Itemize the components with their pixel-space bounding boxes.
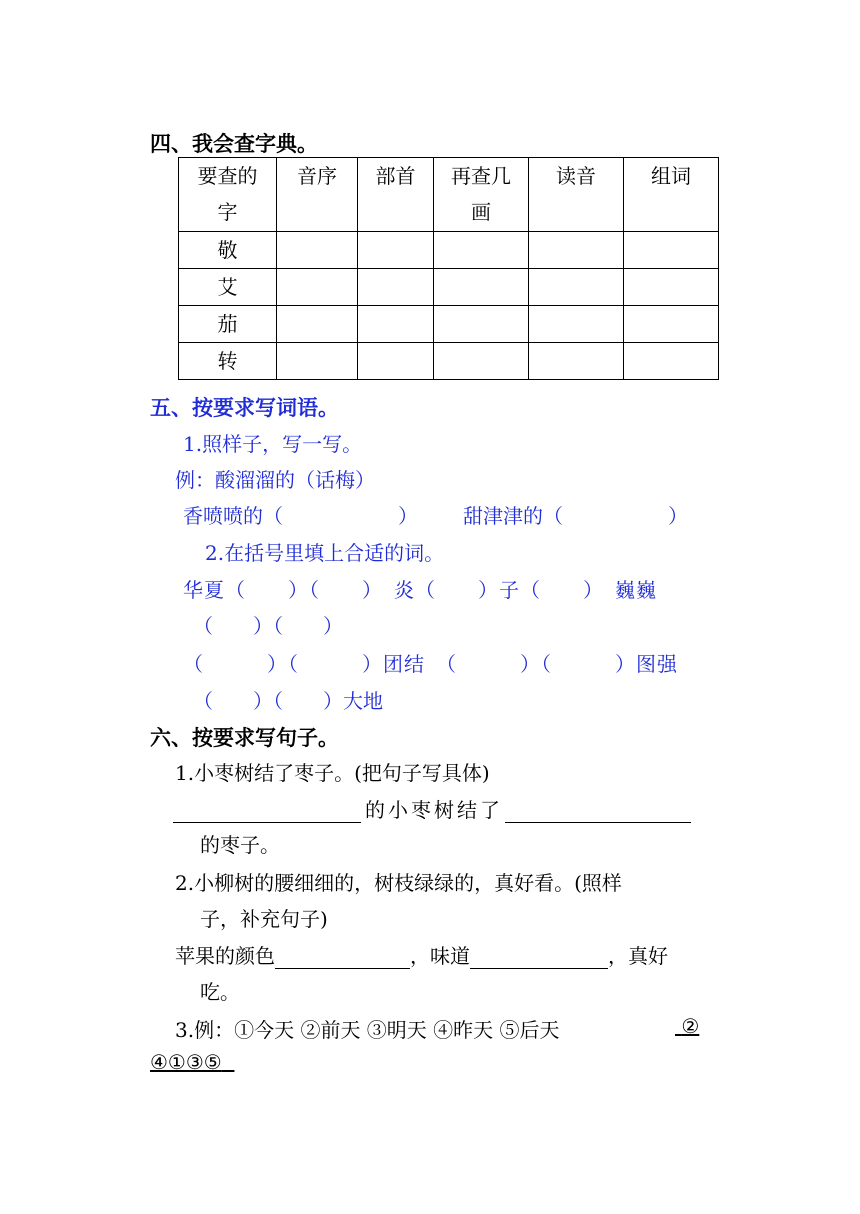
item-a-close: ）	[398, 504, 418, 528]
fill-line-3: （ ）（ ）团结 （ ）（ ）图强	[183, 652, 678, 676]
q6-3-answer-b: ④①③⑤	[150, 1050, 222, 1074]
blank-line[interactable]	[505, 800, 691, 823]
table-row	[179, 306, 719, 343]
table-row	[179, 269, 719, 306]
item-b: 甜津津的（	[463, 504, 563, 528]
item-a: 香喷喷的（	[183, 504, 283, 528]
blank-cell[interactable]	[434, 306, 529, 343]
dictionary-table	[178, 157, 719, 380]
blank-cell[interactable]	[277, 269, 358, 306]
question-6-1: 1.小枣树结了枣子。(把句子写具体)	[175, 761, 490, 785]
fill-line-2: （ ）（ ）	[193, 614, 343, 638]
char-cell: 茄	[179, 306, 277, 343]
question-6-2: 2.小柳树的腰细细的，树枝绿绿的，真好看。(照样	[175, 871, 622, 895]
header-cell: 再查几 画	[434, 158, 529, 232]
question-6-2-cont: 子，补充句子)	[200, 907, 328, 931]
header-cell: 部首	[358, 158, 434, 232]
item-b-close: ）	[668, 504, 688, 528]
question-6-3: 3.例：①今天 ②前天 ③明天 ④昨天 ⑤后天	[175, 1018, 560, 1042]
blank-cell[interactable]	[358, 269, 434, 306]
question-5-1: 1.照样子，写一写。	[183, 432, 363, 456]
blank-cell[interactable]	[434, 232, 529, 269]
fill-line-1: 华夏（ ）（ ） 炎（ ）子（ ） 巍巍	[183, 578, 657, 602]
section-4-title: 四、我会查字典。	[150, 132, 318, 156]
blank-cell[interactable]	[529, 269, 624, 306]
header-cell: 要查的 字	[179, 158, 277, 232]
blank-cell[interactable]	[624, 232, 719, 269]
blank-line[interactable]	[173, 800, 361, 823]
blank-cell[interactable]	[529, 232, 624, 269]
table-row	[179, 232, 719, 269]
blank-cell[interactable]	[277, 232, 358, 269]
section-5-title: 五、按要求写词语。	[150, 396, 339, 420]
blank-cell[interactable]	[624, 306, 719, 343]
header-cell: 读音	[529, 158, 624, 232]
question-5-2: 2.在括号里填上合适的词。	[205, 541, 445, 565]
blank-cell[interactable]	[624, 343, 719, 380]
blank-cell[interactable]	[529, 306, 624, 343]
blank-cell[interactable]	[358, 343, 434, 380]
table-header-row	[179, 158, 719, 232]
blank-cell[interactable]	[434, 343, 529, 380]
q6-1-answer-line: 的小枣树结了	[173, 794, 691, 823]
q6-1-end: 的枣子。	[200, 833, 280, 857]
blank-cell[interactable]	[434, 269, 529, 306]
example-text: 例：酸溜溜的（话梅）	[175, 468, 375, 492]
blank-cell[interactable]	[277, 306, 358, 343]
char-cell: 艾	[179, 269, 277, 306]
fill-line-4: （ ）（ ）大地	[193, 689, 383, 713]
q6-2-end: 吃。	[200, 980, 240, 1004]
blank-line[interactable]	[470, 946, 608, 969]
blank-cell[interactable]	[624, 269, 719, 306]
q6-2-answer-line: 苹果的颜色 ，味道 ，真好	[175, 944, 668, 968]
char-cell: 敬	[179, 232, 277, 269]
blank-cell[interactable]	[529, 343, 624, 380]
char-cell: 转	[179, 343, 277, 380]
blank-line[interactable]	[275, 946, 410, 969]
header-cell: 组词	[624, 158, 719, 232]
section-6-title: 六、按要求写句子。	[150, 726, 339, 750]
table-row	[179, 343, 719, 380]
blank-cell[interactable]	[358, 232, 434, 269]
header-cell: 音序	[277, 158, 358, 232]
blank-cell[interactable]	[358, 306, 434, 343]
blank-cell[interactable]	[277, 343, 358, 380]
q6-3-answer-a: ②	[681, 1014, 700, 1038]
